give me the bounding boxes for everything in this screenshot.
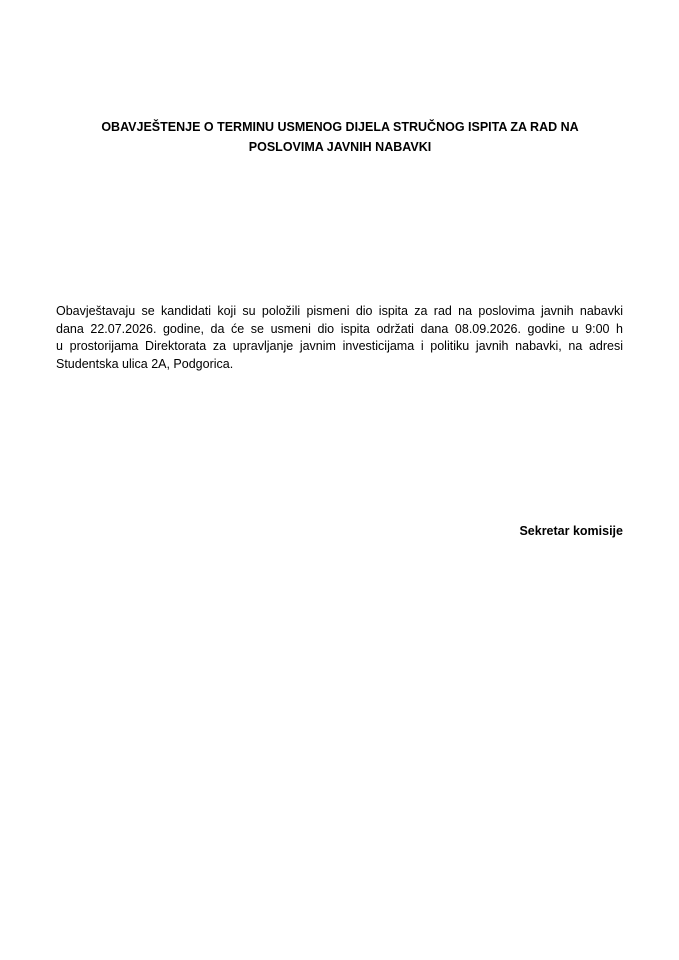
title-line-2: POSLOVIMA JAVNIH NABAVKI — [248, 140, 432, 154]
document-title — [60, 117, 620, 157]
paragraph-line-4: Studentska ulica 2A, Podgorica. — [56, 356, 234, 371]
paragraph-line-1: Obavještavaju se kandidati koji su položili pismeni dio ispita za rad na poslovima javnih nabavki — [56, 304, 623, 318]
paragraph-line-2: dana 22.07.2026. godine, da će se usmeni dio ispita održati dana 08.09.2026. godine u 9:00 h — [56, 321, 623, 336]
notice-paragraph — [56, 303, 623, 373]
signature-label: Sekretar komisije — [519, 524, 623, 538]
paragraph-line-3: u prostorijama Direktorata za upravljanje javnim investicijama i politiku javnih nabavki, na adresi — [56, 339, 623, 353]
title-line-1: OBAVJEŠTENJE O TERMINU USMENOG DIJELA STRUČNOG ISPITA ZA RAD NA — [101, 120, 579, 134]
